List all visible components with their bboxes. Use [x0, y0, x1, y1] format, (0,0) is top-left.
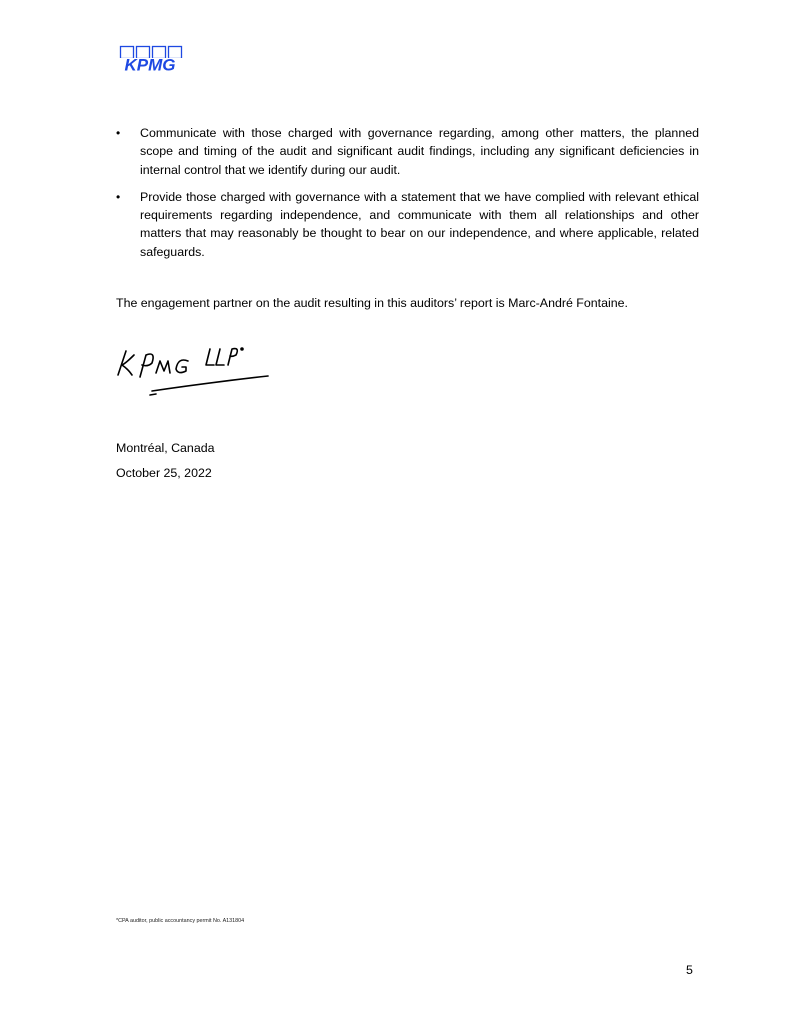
date-text: October 25, 2022 [116, 466, 212, 480]
location-text: Montréal, Canada [116, 441, 215, 455]
bullet-list [116, 124, 699, 270]
bullet-icon: • [116, 189, 121, 204]
footnote: *CPA auditor, public accountancy permit No. A131804 [116, 918, 245, 924]
kpmg-logo [116, 45, 186, 75]
page-number: 5 [686, 963, 693, 977]
signature-image [116, 343, 276, 403]
list-item [116, 188, 699, 261]
logo-text: KPMG [124, 55, 176, 75]
bullet-icon: • [116, 126, 121, 140]
bullet-text: Communicate with those charged with governance regarding, among other matters, the planned scope and timing of the audit and significant audit findings, including any significant deficiencies in internal control that we identify during our audit. [140, 126, 699, 177]
partner-statement: The engagement partner on the audit resulting in this auditors’ report is Marc-André Fontaine. [116, 296, 628, 310]
bullet-text: Provide those charged with governance with a statement that we have complied with relevant ethical requirements regarding independence, and communicate with them all relationships and other matters that may reasonably be thought to bear on our independence, and where applicable, related safeguards. [140, 189, 699, 259]
list-item [116, 124, 699, 179]
